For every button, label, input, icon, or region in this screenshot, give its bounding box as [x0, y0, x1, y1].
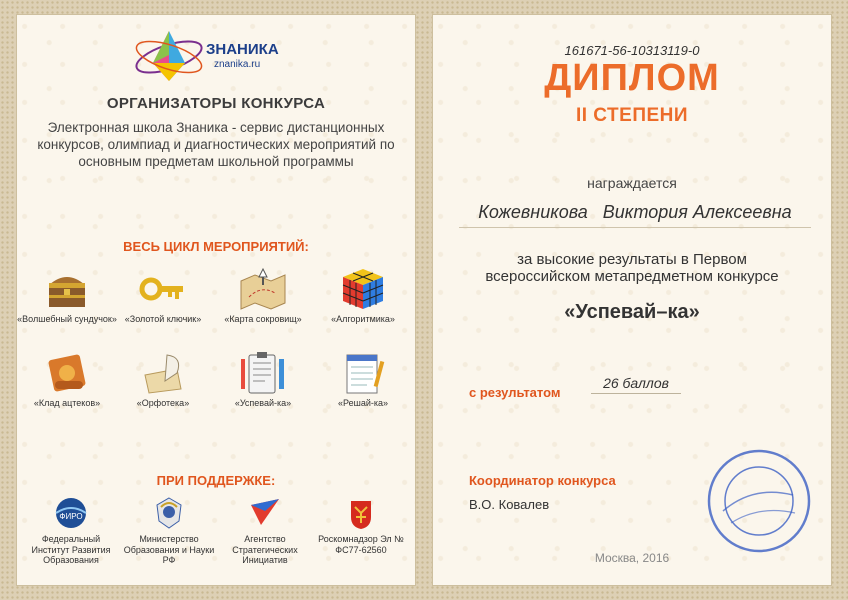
score-value: 26 баллов — [591, 375, 681, 394]
znanika-logo — [133, 25, 303, 87]
cycle-item-label: «Алгоритмика» — [331, 314, 395, 324]
diploma-title: ДИПЛОМ — [544, 57, 720, 99]
support-item-label: Федеральный Институт Развития Образования — [31, 534, 111, 565]
znanika-logo-icon — [133, 25, 205, 87]
support-item — [121, 495, 217, 566]
logo-url: znanika.ru — [214, 59, 261, 70]
footer-city-year: Москва, 2016 — [594, 551, 670, 565]
recipient-name: Кожевникова Виктория Алексеевна — [459, 202, 811, 228]
svg-text:ФИРО: ФИРО — [59, 512, 83, 521]
logo-name: ЗНАНИКА — [206, 41, 279, 58]
contest-name: «Успевай–ка» — [564, 301, 700, 323]
clipboard-tools-icon — [237, 351, 289, 395]
awarded-text: награждается — [587, 175, 677, 191]
organizers-panel — [16, 14, 416, 586]
organizers-description: Электронная школа Знаника - сервис дистанционных конкурсов, олимпиад и диагностических мероприятий по основным предметам школьной программы — [37, 120, 395, 169]
diploma-degree: II СТЕПЕНИ — [575, 105, 689, 126]
cycle-item — [313, 267, 413, 324]
support-item-label: Министерство Образования и Науки РФ — [123, 534, 215, 565]
support-item — [23, 495, 119, 566]
cycle-item-label: «Золотой ключик» — [124, 314, 202, 324]
cycle-item — [313, 351, 413, 408]
cycle-item-label: «Карта сокровищ» — [224, 314, 302, 324]
cycle-item — [213, 351, 313, 408]
cycle-item — [213, 267, 313, 324]
registration-number: 161671-56-10313119-0 — [564, 43, 700, 58]
support-item-label: Агентство Стратегических Инициатив — [232, 534, 298, 565]
support-item — [313, 495, 409, 555]
cycle-item-label: «Орфотека» — [136, 398, 190, 408]
coordinator-name: В.О. Ковалев — [469, 497, 550, 512]
organizers-title: ОРГАНИЗАТОРЫ КОНКУРСА — [106, 95, 326, 112]
official-stamp — [703, 445, 815, 557]
cycle-item-label: «Успевай-ка» — [234, 398, 292, 408]
notepad-icon — [337, 351, 389, 395]
cycle-title: ВЕСЬ ЦИКЛ МЕРОПРИЯТИЙ: — [123, 239, 309, 254]
rubiks-cube-icon — [337, 267, 389, 311]
treasure-chest-icon — [41, 267, 93, 311]
stamp-seal-icon — [703, 445, 815, 557]
support-item-label: Роскомнадзор Эл № ФС77-62560 — [318, 534, 404, 555]
cycle-item-label: «Решай-ка» — [337, 398, 388, 408]
cycle-item — [113, 267, 213, 324]
golden-key-icon — [137, 267, 189, 311]
treasure-map-icon — [237, 267, 289, 311]
cycle-item — [17, 267, 117, 324]
cycle-item-label: «Волшебный сундучок» — [17, 314, 117, 324]
award-reason: за высокие результаты в Первом всероссийском метапредметном конкурсе — [485, 251, 779, 285]
aztec-scroll-icon — [41, 351, 93, 395]
cycle-item-label: «Клад ацтеков» — [33, 398, 101, 408]
asi-logo-icon — [247, 495, 283, 531]
result-label: с результатом — [469, 385, 561, 400]
support-item — [217, 495, 313, 566]
ministry-emblem-icon — [151, 495, 187, 531]
quill-scroll-icon — [137, 351, 189, 395]
diploma-panel — [432, 14, 832, 586]
firo-logo-icon — [53, 495, 89, 531]
cycle-item — [17, 351, 117, 408]
support-title: ПРИ ПОДДЕРЖКЕ: — [156, 473, 276, 488]
cycle-item — [113, 351, 213, 408]
coordinator-label: Координатор конкурса — [469, 473, 616, 488]
russia-coat-of-arms-icon — [343, 495, 379, 531]
